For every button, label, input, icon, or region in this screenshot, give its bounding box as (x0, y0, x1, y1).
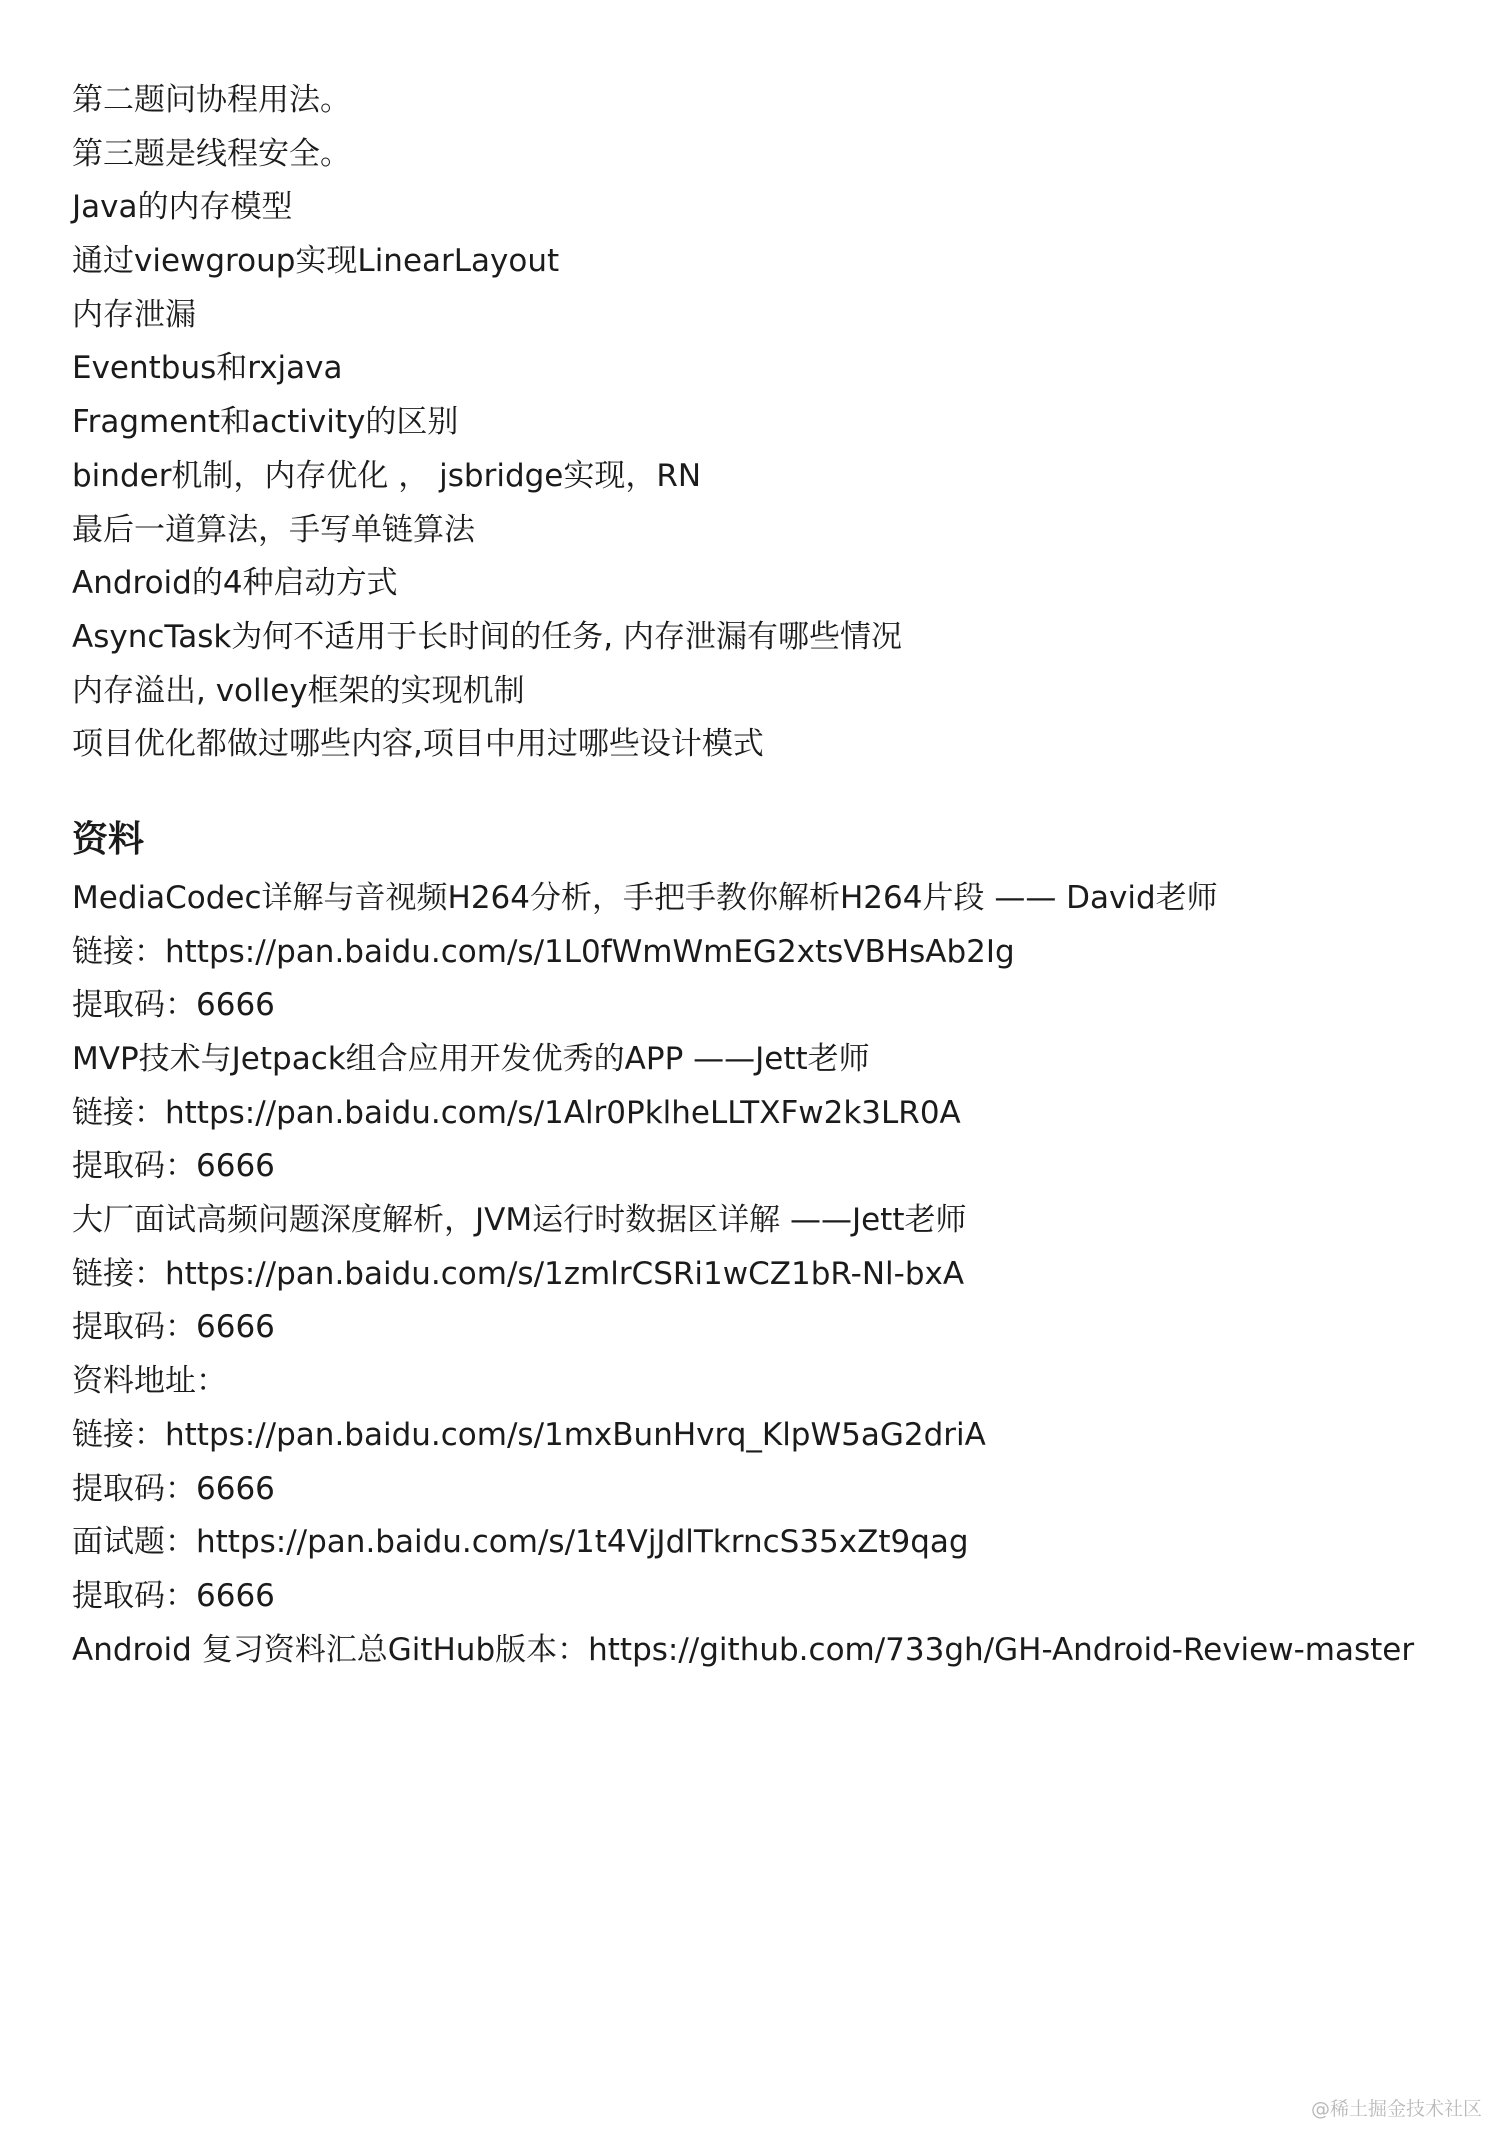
resource-title: 大厂面试高频问题深度解析，JVM运行时数据区详解 ——Jett老师 (72, 1202, 967, 1239)
question-line: Java的内存模型 (72, 189, 293, 226)
github-review-link[interactable]: Android 复习资料汇总GitHub版本：https://github.com/733gh/GH-Android-Review-master (72, 1631, 1415, 1668)
question-line: 内存泄漏 (72, 296, 196, 333)
document-body (72, 74, 1452, 1677)
interview-questions-link[interactable]: 面试题：https://pan.baidu.com/s/1t4VjJdlTkrncS35xZt9qag (72, 1524, 969, 1561)
resource-link[interactable]: 链接：https://pan.baidu.com/s/1Alr0PklheLLTXFw2k3LR0A (72, 1094, 961, 1131)
question-line: 第二题问协程用法。 (72, 82, 351, 118)
watermark: @稀土掘金技术社区 (1310, 2098, 1482, 2120)
question-line: 通过viewgroup实现LinearLayout (72, 243, 560, 280)
resource-link[interactable]: 链接：https://pan.baidu.com/s/1zmlrCSRi1wCZ1bR-Nl-bxA (72, 1255, 965, 1292)
question-line: Eventbus和rxjava (72, 350, 343, 387)
question-line: 第三题是线程安全。 (72, 135, 351, 172)
resource-title: MVP技术与Jetpack组合应用开发优秀的APP ——Jett老师 (72, 1041, 870, 1077)
question-line: 内存溢出, volley框架的实现机制 (72, 672, 525, 709)
resources-heading: 资料 (72, 818, 145, 860)
resource-address-label: 资料地址： (72, 1363, 227, 1400)
resource-title: MediaCodec详解与音视频H264分析，手把手教你解析H264片段 —— David老师 (72, 879, 1218, 916)
resource-code: 提取码：6666 (72, 1309, 275, 1346)
question-line: Android的4种启动方式 (72, 565, 398, 602)
resource-link[interactable]: 链接：https://pan.baidu.com/s/1L0fWmWmEG2xtsVBHsAb2Ig (72, 933, 1015, 970)
resource-code: 提取码：6666 (72, 987, 275, 1024)
resource-code: 提取码：6666 (72, 1470, 275, 1507)
resource-code: 提取码：6666 (72, 1148, 275, 1185)
question-line: binder机制，内存优化 ， jsbridge实现，RN (72, 457, 702, 494)
question-line: 项目优化都做过哪些内容,项目中用过哪些设计模式 (72, 726, 764, 763)
question-line: 最后一道算法，手写单链算法 (72, 511, 475, 548)
resource-link[interactable]: 链接：https://pan.baidu.com/s/1mxBunHvrq_KlpW5aG2driA (72, 1416, 986, 1453)
question-line: Fragment和activity的区别 (72, 404, 459, 441)
question-line: AsyncTask为何不适用于长时间的任务, 内存泄漏有哪些情况 (72, 618, 903, 655)
resource-code: 提取码：6666 (72, 1577, 275, 1614)
